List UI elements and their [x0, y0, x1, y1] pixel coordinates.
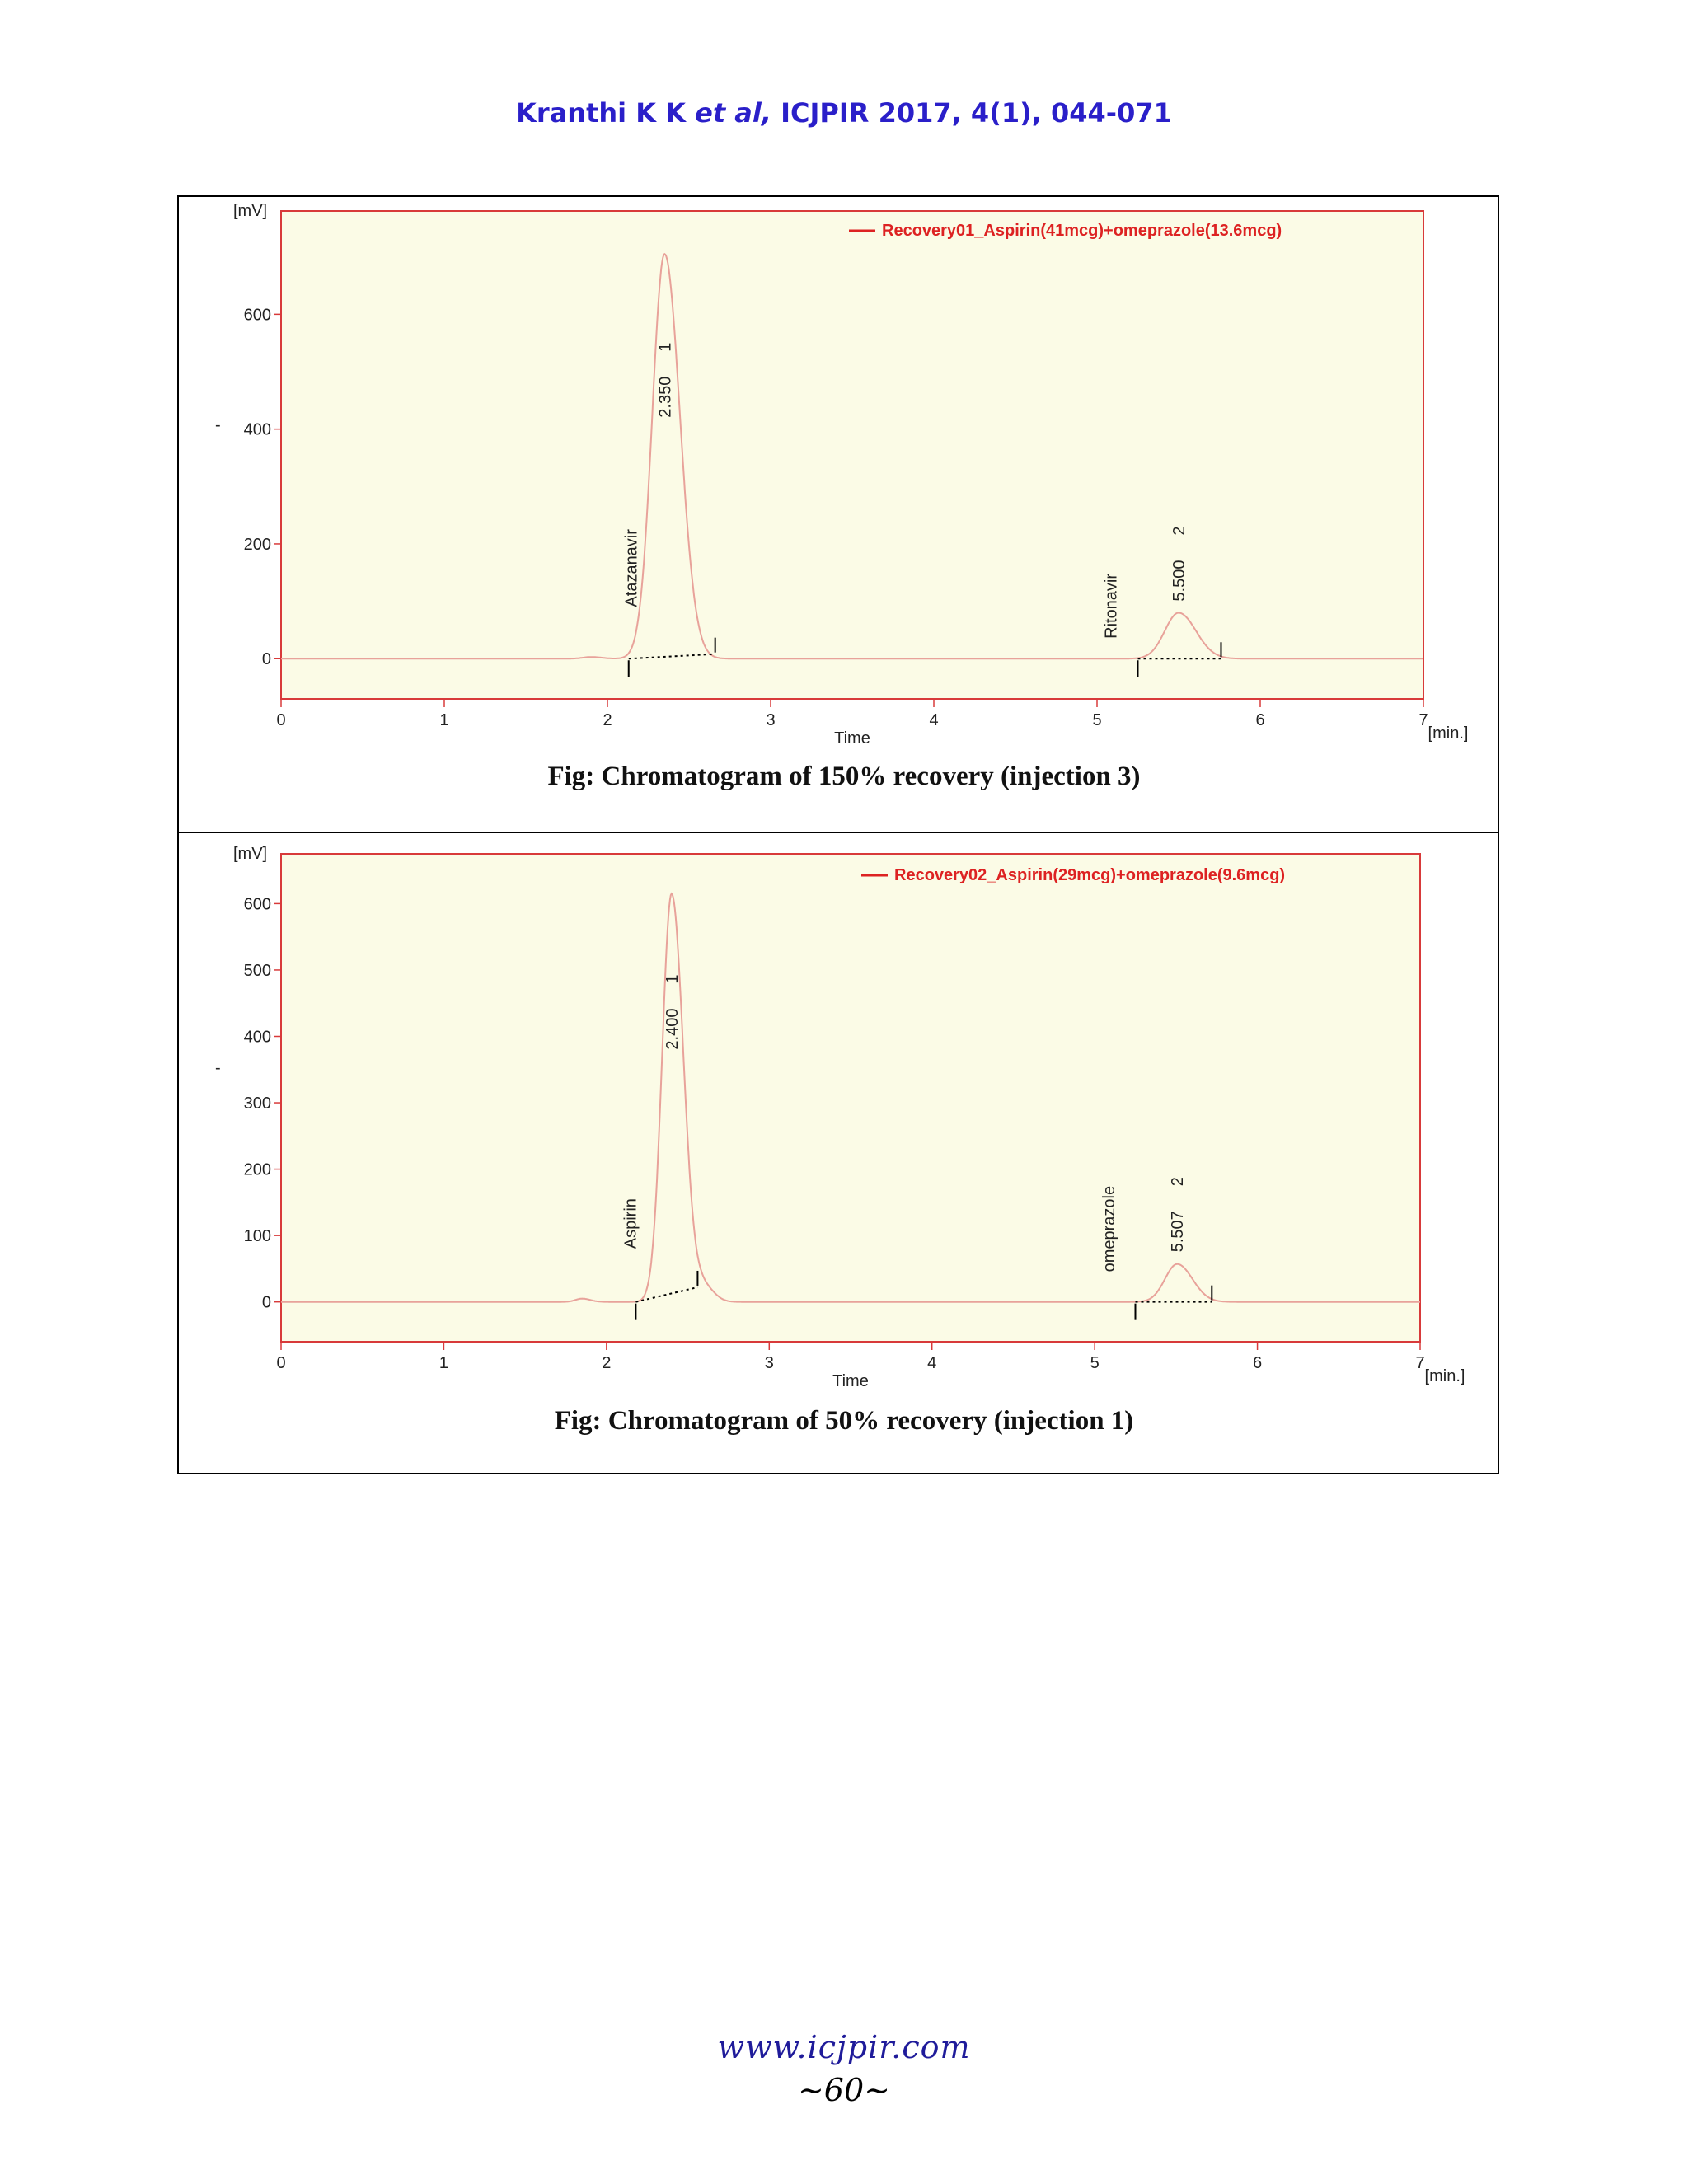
y-tick-label: 600: [243, 895, 271, 914]
y-tick-label: 0: [261, 650, 271, 669]
x-tick-label: 1: [439, 711, 449, 729]
peak-retention-time-label: 5.507: [1169, 1211, 1188, 1253]
chromatogram-chart-50: [194, 842, 1504, 1408]
y-tick-label: 100: [243, 1227, 271, 1246]
figure-caption-50: Fig: Chromatogram of 50% recovery (injection 1): [554, 1406, 1134, 1436]
y-tick-label: 200: [243, 535, 271, 554]
x-tick-label: 5: [1090, 1354, 1100, 1372]
peak-compound-label: Ritonavir: [1102, 573, 1121, 639]
peak-index-label: 1: [663, 974, 682, 984]
y-axis-label: -: [215, 1059, 221, 1077]
y-tick-label: 400: [243, 1028, 271, 1047]
legend-label: Recovery01_Aspirin(41mcg)+omeprazole(13.6mcg): [882, 222, 1282, 240]
x-tick-label: 3: [766, 711, 776, 729]
legend-label: Recovery02_Aspirin(29mcg)+omeprazole(9.6mcg): [894, 866, 1286, 884]
y-tick-label: 200: [243, 1160, 271, 1179]
x-unit-label: [min.]: [1424, 1367, 1465, 1385]
peak-retention-time-label: 5.500: [1170, 560, 1189, 602]
peak-compound-label: omeprazole: [1100, 1185, 1118, 1272]
x-axis-title: Time: [834, 729, 870, 748]
plot-area: [281, 854, 1420, 1342]
y-tick-label: 0: [261, 1293, 271, 1312]
x-tick-label: 7: [1415, 1354, 1425, 1372]
x-unit-label: [min.]: [1428, 724, 1469, 743]
y-axis-label: -: [215, 416, 221, 434]
peak-index-label: 1: [656, 342, 675, 352]
x-tick-label: 4: [929, 711, 939, 729]
x-tick-label: 7: [1418, 711, 1428, 729]
peak-retention-time-label: 2.350: [656, 376, 675, 418]
running-header: [0, 97, 1688, 129]
header-authors: Kranthi K K: [516, 97, 686, 129]
x-tick-label: 3: [764, 1354, 774, 1372]
y-tick-label: 600: [243, 306, 271, 325]
x-tick-label: 6: [1253, 1354, 1263, 1372]
x-tick-label: 5: [1092, 711, 1102, 729]
x-tick-label: 1: [438, 1354, 448, 1372]
x-axis-title: Time: [832, 1372, 869, 1390]
y-tick-label: 500: [243, 961, 271, 980]
peak-compound-label: Atazanavir: [622, 529, 641, 607]
x-tick-label: 6: [1255, 711, 1265, 729]
x-tick-label: 0: [276, 711, 286, 729]
y-tick-label: 400: [243, 420, 271, 439]
peak-index-label: 2: [1170, 526, 1189, 536]
peak-compound-label: Aspirin: [621, 1198, 640, 1249]
x-tick-label: 2: [603, 711, 612, 729]
y-unit-label: [mV]: [233, 845, 268, 863]
peak-index-label: 2: [1169, 1177, 1188, 1187]
figure-caption-150: Fig: Chromatogram of 150% recovery (injection 3): [547, 762, 1141, 791]
plot-area: [281, 211, 1423, 699]
header-citation: ICJPIR 2017, 4(1), 044-071: [781, 97, 1172, 129]
figure-divider: [179, 832, 1498, 833]
x-tick-label: 2: [602, 1354, 612, 1372]
footer-url[interactable]: www.icjpir.com: [717, 2029, 971, 2065]
x-tick-label: 0: [276, 1354, 286, 1372]
peak-retention-time-label: 2.400: [663, 1008, 682, 1050]
y-unit-label: [mV]: [233, 202, 268, 220]
page-number: ~60~: [797, 2072, 891, 2108]
y-tick-label: 300: [243, 1094, 271, 1113]
x-tick-label: 4: [927, 1354, 937, 1372]
chromatogram-chart-150: [194, 201, 1504, 755]
header-etal: et al,: [695, 97, 771, 129]
